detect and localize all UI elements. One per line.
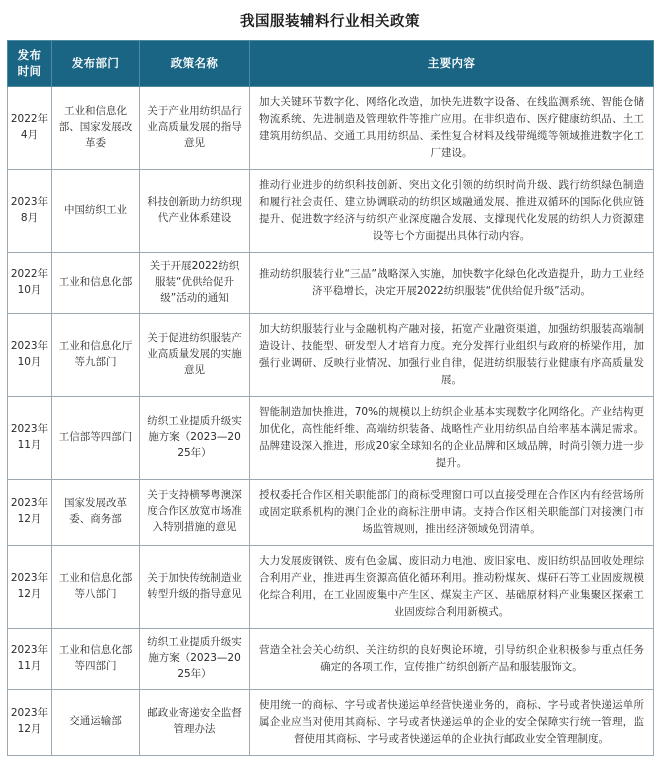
- cell-time: 2023年11月: [8, 628, 52, 689]
- cell-main-content: 营造全社会关心纺织、关注纺织的良好舆论环境，引导纺织企业积极参与重点任务确定的各项工作，宣传推广纺织创新产品和服装服饰文。: [250, 628, 654, 689]
- cell-department: 中国纺织工业: [52, 170, 140, 253]
- cell-time: 2022年10月: [8, 253, 52, 314]
- table-row: [8, 170, 654, 253]
- table-row: [8, 545, 654, 628]
- cell-department: 工业和信息化厅等九部门: [52, 313, 140, 396]
- table-row: [8, 313, 654, 396]
- cell-department: 国家发展改革委、商务部: [52, 479, 140, 545]
- page-title: 我国服装辅料行业相关政策: [240, 14, 420, 30]
- cell-department: 工业和信息化部等八部门: [52, 545, 140, 628]
- cell-policy-name: 关于加快传统制造业转型升级的指导意见: [140, 545, 250, 628]
- cell-main-content: 推动行业进步的纺织科技创新、突出文化引领的纺织时尚升级、践行纺织绿色制造和履行社会责任、建立协调联动的纺织区域融通发展、推进双循环的国际化供应链提升、促进数字经济与纺织产业深度融合发展、支撑现代化发展的纺织人力资源建设等七个方面提出具体行动内容。: [250, 170, 654, 253]
- column-header-time-line1: 发布: [17, 48, 42, 62]
- cell-policy-name: 关于产业用纺织品行业高质量发展的指导意见: [140, 87, 250, 170]
- cell-time: 2023年12月: [8, 689, 52, 755]
- table-row: [8, 628, 654, 689]
- cell-department: 工业和信息化部等四部门: [52, 628, 140, 689]
- table-header-row: [8, 41, 654, 87]
- cell-time: 2023年8月: [8, 170, 52, 253]
- cell-time: 2023年12月: [8, 545, 52, 628]
- cell-department: 工业和信息化部、国家发展改革委: [52, 87, 140, 170]
- cell-policy-name: 邮政业寄递安全监督管理办法: [140, 689, 250, 755]
- cell-main-content: 智能制造加快推进，70%的规模以上纺织企业基本实现数字化网络化。产业结构更加优化，高性能纤维、高端纺织装备、战略性产业用纺织品自给率基本满足需求。品牌建设深入推进，形成20家全球知名的企业品牌和区域品牌，时尚引领力进一步提升。: [250, 396, 654, 479]
- cell-policy-name: 关于开展2022纺织服装“优供给促升级”活动的通知: [140, 253, 250, 314]
- table-row: [8, 253, 654, 314]
- table-row: [8, 689, 654, 755]
- cell-policy-name: 关于支持横琴粤澳深度合作区放宽市场准入特别措施的意见: [140, 479, 250, 545]
- cell-time: 2022年4月: [8, 87, 52, 170]
- cell-time: 2023年12月: [8, 479, 52, 545]
- column-header-policy-name: 政策名称: [140, 41, 250, 87]
- column-header-time-line2: 时间: [17, 63, 42, 78]
- cell-main-content: 推动纺织服装行业“三品”战略深入实施，加快数字化绿色化改造提升，助力工业经济平稳增长，决定开展2022纺织服装“优供给促升级”活动。: [250, 253, 654, 314]
- cell-time: 2023年11月: [8, 396, 52, 479]
- cell-main-content: 使用统一的商标、字号或者快递运单经营快递业务的，商标、字号或者快递运单所属企业应当对使用其商标、字号或者快递运单的企业的安全保障实行统一管理，监督使用其商标、字号或者快递运单的企业执行邮政业安全管理制度。: [250, 689, 654, 755]
- cell-department: 交通运输部: [52, 689, 140, 755]
- column-header-main-content: 主要内容: [250, 41, 654, 87]
- cell-policy-name: 纺织工业提质升级实施方案（2023—2025年）: [140, 396, 250, 479]
- cell-department: 工信部等四部门: [52, 396, 140, 479]
- cell-time: 2023年10月: [8, 313, 52, 396]
- policy-table: [7, 40, 654, 756]
- cell-policy-name: 纺织工业提质升级实施方案（2023—2025年）: [140, 628, 250, 689]
- cell-policy-name: 科技创新助力纺织现代产业体系建设: [140, 170, 250, 253]
- cell-department: 工业和信息化部: [52, 253, 140, 314]
- column-header-department: 发布部门: [52, 41, 140, 87]
- cell-main-content: 加大关键环节数字化、网络化改造，加快先进数字设备、在线监测系统、智能仓储物流系统、先进制造及管理软件等推广应用。在非织造布、医疗健康纺织品、土工建筑用纺织品、交通工具用纺织品、柔性复合材料及线带绳缆等领域推进数字化工厂建设。: [250, 87, 654, 170]
- cell-policy-name: 关于促进纺织服装产业高质量发展的实施意见: [140, 313, 250, 396]
- cell-main-content: 大力发展废钢铁、废有色金属、废旧动力电池、废旧家电、废旧纺织品回收处理综合利用产业，推进再生资源高值化循环利用。推动粉煤灰、煤矸石等工业固废规模化综合利用，在工业固废集中产生区、煤炭主产区、基础原材料产业集聚区探索工业固废综合利用新模式。: [250, 545, 654, 628]
- table-row: [8, 87, 654, 170]
- table-row: [8, 479, 654, 545]
- column-header-time: [8, 41, 52, 87]
- cell-main-content: 授权委托合作区相关职能部门的商标受理窗口可以直接受理在合作区内有经营场所或固定联系机构的澳门企业的商标注册申请。支持合作区相关职能部门对接澳门市场监管规则，推出经济领域免罚清单。: [250, 479, 654, 545]
- cell-main-content: 加大纺织服装行业与金融机构产融对接，拓宽产业融资渠道，加强纺织服装高端制造设计、技能型、研发型人才培育力度。充分发挥行业组织与政府的桥梁作用，加强行业调研、反映行业情况、加强行业自律，促进纺织服装行业健康有序高质量发展。: [250, 313, 654, 396]
- table-header: [8, 41, 654, 87]
- table-body: [8, 87, 654, 756]
- table-row: [8, 396, 654, 479]
